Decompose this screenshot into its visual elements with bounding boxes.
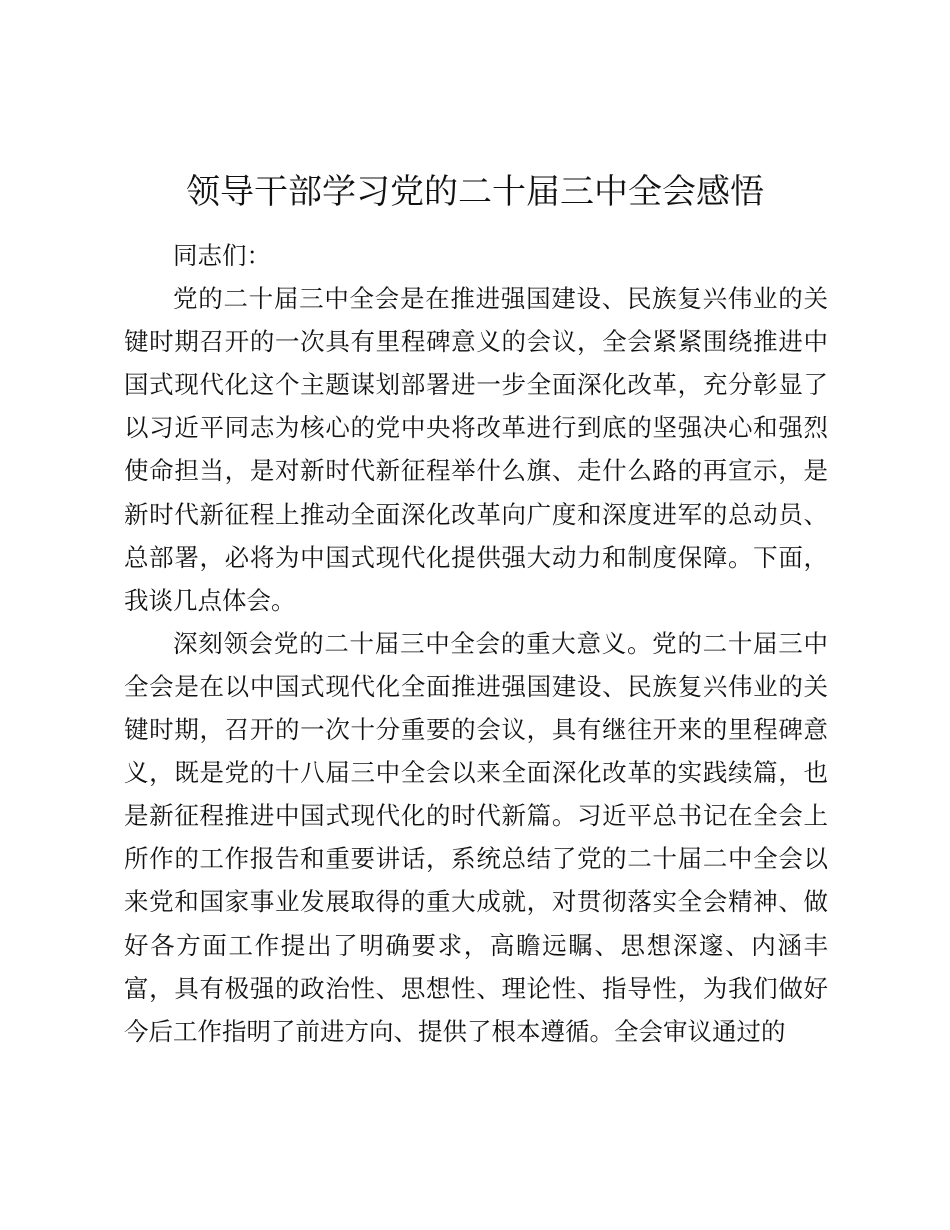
paragraph-line: 总部署，必将为中国式现代化提供强大动力和制度保障。下面， [124,542,828,572]
paragraph-line: 好各方面工作提出了明确要求，高瞻远瞩、思想深邃、内涵丰 [124,930,828,960]
salutation: 同志们： [173,241,271,270]
paragraph-2 [124,622,828,1053]
paragraph-line: 新时代新征程上推动全面深化改革向广度和深度进军的总动员、 [124,499,828,529]
paragraph-line: 党的二十届三中全会是在推进强国建设、民族复兴伟业的关 [173,284,828,314]
paragraph-line: 今后工作指明了前进方向、提供了根本遵循。全会审议通过的 [124,1016,786,1046]
paragraph-line: 键时期召开的一次具有里程碑意义的会议，全会紧紧围绕推进中 [124,327,828,357]
paragraph-line: 国式现代化这个主题谋划部署进一步全面深化改革，充分彰显了 [124,370,828,400]
document-title: 领导干部学习党的二十届三中全会感悟 [186,172,764,212]
paragraph-line: 以习近平同志为核心的党中央将改革进行到底的坚强决心和强烈 [124,413,828,443]
paragraph-line: 所作的工作报告和重要讲话，系统总结了党的二十届二中全会以 [124,844,828,874]
paragraph-line: 使命担当，是对新时代新征程举什么旗、走什么路的再宣示，是 [124,456,828,486]
paragraph-line: 是新征程推进中国式现代化的时代新篇。习近平总书记在全会上 [124,801,828,831]
paragraph-1 [124,277,828,622]
paragraph-line: 义，既是党的十八届三中全会以来全面深化改革的实践续篇，也 [124,758,828,788]
paragraph-line: 富，具有极强的政治性、思想性、理论性、指导性，为我们做好 [124,973,828,1003]
paragraph-line: 全会是在以中国式现代化全面推进强国建设、民族复兴伟业的关 [124,671,828,701]
paragraph-line: 深刻领会党的二十届三中全会的重大意义。党的二十届三中 [173,628,828,658]
paragraph-line: 我谈几点体会。 [124,585,296,615]
document-body [124,234,828,1053]
paragraph-line: 键时期，召开的一次十分重要的会议，具有继往开来的里程碑意 [124,715,828,745]
paragraph-line: 来党和国家事业发展取得的重大成就，对贯彻落实全会精神、做 [124,887,828,917]
